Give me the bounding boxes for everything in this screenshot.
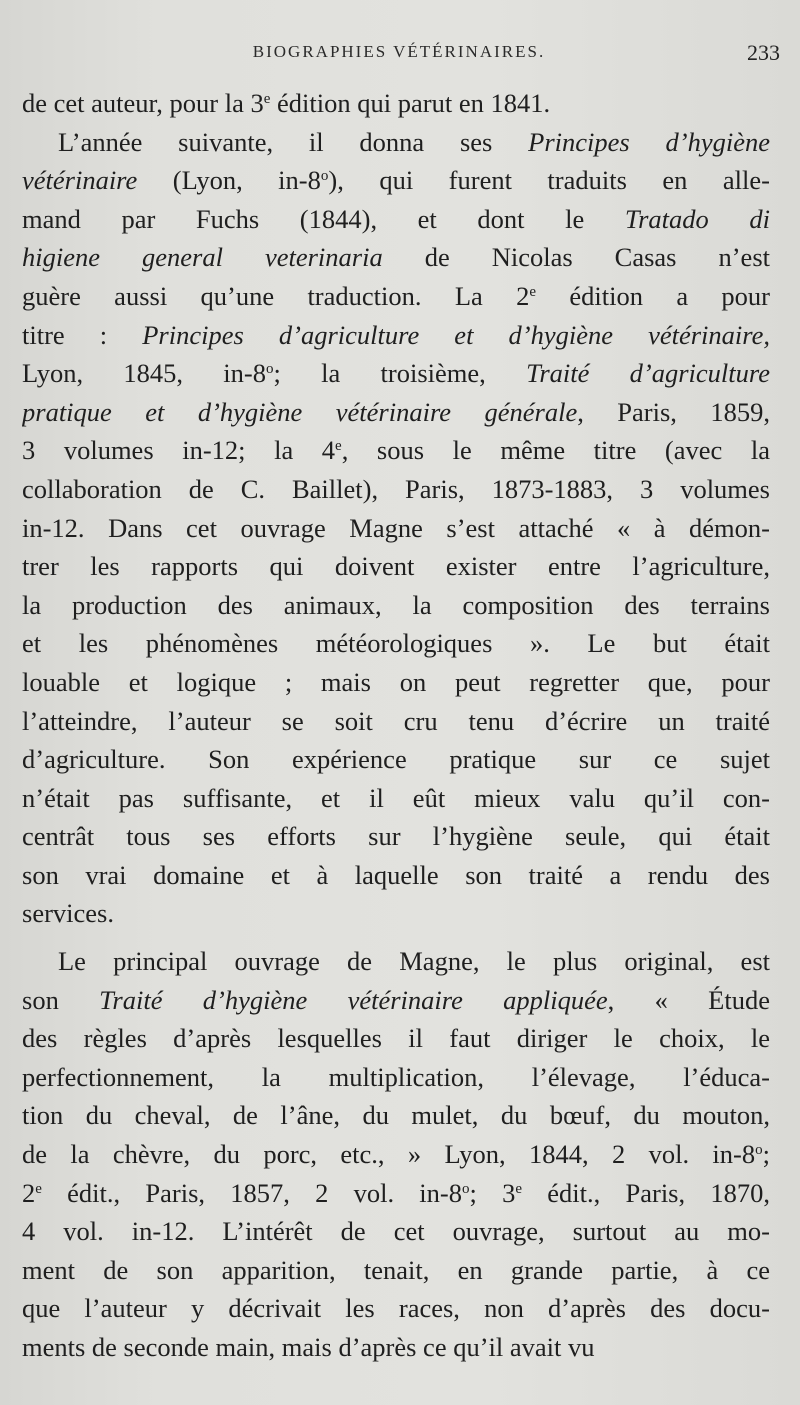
text-line: [22, 663, 770, 702]
text-line: [22, 509, 770, 548]
text-run: 3 volumes in-12; la 4: [22, 435, 336, 466]
text-run: perfectionnement, la multiplication, l’élevage, l’éduca-: [22, 1061, 770, 1092]
text-line: [22, 547, 770, 586]
text-line: [22, 779, 770, 818]
text-run: édit., Paris, 1857, 2 vol. in-8: [41, 1177, 462, 1208]
text-line: [22, 1096, 770, 1135]
text-run: in-12. Dans cet ouvrage Magne s’est attaché « à démon-: [22, 512, 770, 543]
text-line: [22, 1289, 770, 1328]
text-line: [22, 942, 770, 981]
superscript: o: [265, 361, 274, 378]
text-line: [22, 856, 770, 895]
text-run: Lyon, 1845, in-8: [22, 358, 266, 389]
text-line: [22, 161, 770, 200]
text-line: [22, 624, 770, 663]
text-line: [22, 1251, 770, 1290]
italic-text: Principes d’hygiène: [528, 126, 770, 157]
text-run: de la chèvre, du porc, etc., » Lyon, 1844, 2 vol. in-8: [22, 1139, 756, 1170]
italic-text: Traité d’hygiène vétérinaire appliquée: [99, 984, 608, 1015]
text-line: [22, 1019, 770, 1058]
italic-text: pratique et d’hygiène vétérinaire générale: [22, 396, 578, 427]
text-line: [22, 586, 770, 625]
text-line: [22, 1212, 770, 1251]
text-line: [22, 238, 770, 277]
text-run: son: [22, 984, 100, 1015]
superscript: e: [515, 1180, 523, 1197]
text-run: , Paris, 1859,: [577, 396, 770, 427]
text-line: [22, 470, 770, 509]
superscript: e: [529, 283, 537, 300]
text-line: [22, 894, 770, 933]
text-line: [22, 981, 770, 1020]
italic-text: Tratado di: [624, 203, 770, 234]
text-line: [22, 740, 770, 779]
superscript: e: [35, 1180, 42, 1197]
text-run: édit., Paris, 1870,: [522, 1177, 770, 1208]
text-line: [22, 277, 770, 316]
text-run: son vrai domaine et à laquelle son traité a rendu des: [22, 859, 770, 890]
text-run: et les phénomènes météorologiques ». Le but était: [22, 628, 770, 659]
text-run: ;: [762, 1139, 770, 1170]
superscript: o: [755, 1142, 763, 1159]
superscript: e: [335, 438, 342, 455]
text-run: de cet auteur, pour la 3: [22, 88, 264, 118]
text-line: [22, 354, 770, 393]
italic-text: Traité d’agriculture: [526, 358, 770, 389]
running-head: [18, 42, 780, 72]
text-run: ment de son apparition, tenait, en grande partie, à ce: [22, 1254, 770, 1285]
italic-text: Principes d’agriculture et d’hygiène vétérinaire,: [142, 319, 770, 350]
text-run: , « Étude: [607, 984, 770, 1015]
text-run: (Lyon, in-8: [137, 165, 321, 196]
text-line: [22, 1174, 770, 1213]
text-run: tion du cheval, de l’âne, du mulet, du bœuf, du mouton,: [22, 1100, 770, 1131]
text-run: l’atteindre, l’auteur se soit cru tenu d’écrire un traité: [22, 705, 770, 736]
text-line: [22, 702, 770, 741]
text-run: des règles d’après lesquelles il faut diriger le choix, le: [22, 1023, 770, 1054]
superscript: o: [462, 1180, 470, 1197]
running-head-title: BIOGRAPHIES VÉTÉRINAIRES.: [252, 42, 546, 61]
text-run: de Nicolas Casas n’est: [382, 242, 770, 273]
text-run: 4 vol. in-12. L’intérêt de cet ouvrage, surtout au mo-: [22, 1216, 770, 1247]
text-run: mand par Fuchs (1844), et dont le: [22, 203, 625, 234]
text-run: titre :: [22, 319, 143, 350]
text-run: centrât tous ses efforts sur l’hygiène seule, qui était: [22, 821, 770, 852]
text-line: [22, 817, 770, 856]
text-run: que l’auteur y décrivait les races, non d’après des docu-: [22, 1293, 770, 1324]
text-run: L’année suivante, il donna ses: [58, 126, 529, 157]
page-number: 233: [747, 40, 780, 65]
text-line: [22, 316, 770, 355]
text-line: [22, 1135, 770, 1174]
text-run: louable et logique ; mais on peut regretter que, pour: [22, 666, 770, 697]
text-line: [22, 431, 770, 470]
text-line: [22, 1328, 770, 1367]
text-line: [22, 84, 770, 123]
text-run: ; la troisième,: [273, 358, 527, 389]
text-run: trer les rapports qui doivent exister entre l’agriculture,: [22, 551, 770, 582]
text-line: [22, 200, 770, 239]
italic-text: higiene general veterinaria: [22, 242, 383, 273]
text-run: ; 3: [469, 1177, 516, 1208]
text-run: collaboration de C. Baillet), Paris, 1873-1883, 3 volumes: [22, 473, 770, 504]
text-run: d’agriculture. Son expérience pratique sur ce sujet: [22, 744, 770, 775]
text-run: la production des animaux, la composition des terrains: [22, 589, 770, 620]
text-line: [22, 393, 770, 432]
text-run: services.: [22, 898, 114, 929]
text-run: guère aussi qu’une traduction. La 2: [22, 280, 530, 311]
text-run: Le principal ouvrage de Magne, le plus original, est: [58, 946, 770, 977]
superscript: e: [263, 91, 271, 107]
text-run: ), qui furent traduits en alle-: [328, 165, 770, 196]
text-run: 2: [22, 1177, 36, 1208]
text-run: édition a pour: [536, 280, 770, 311]
text-run: , sous le même titre (avec la: [341, 435, 770, 466]
body-text: [22, 84, 770, 1367]
text-run: n’était pas suffisante, et il eût mieux valu qu’il con-: [22, 782, 770, 813]
text-run: ments de seconde main, mais d’après ce qu’il avait vu: [22, 1332, 595, 1362]
text-run: édition qui parut en 1841.: [270, 88, 551, 118]
italic-text: vétérinaire: [22, 165, 138, 196]
superscript: o: [320, 168, 329, 185]
text-line: [22, 1058, 770, 1097]
text-line: [22, 123, 770, 162]
